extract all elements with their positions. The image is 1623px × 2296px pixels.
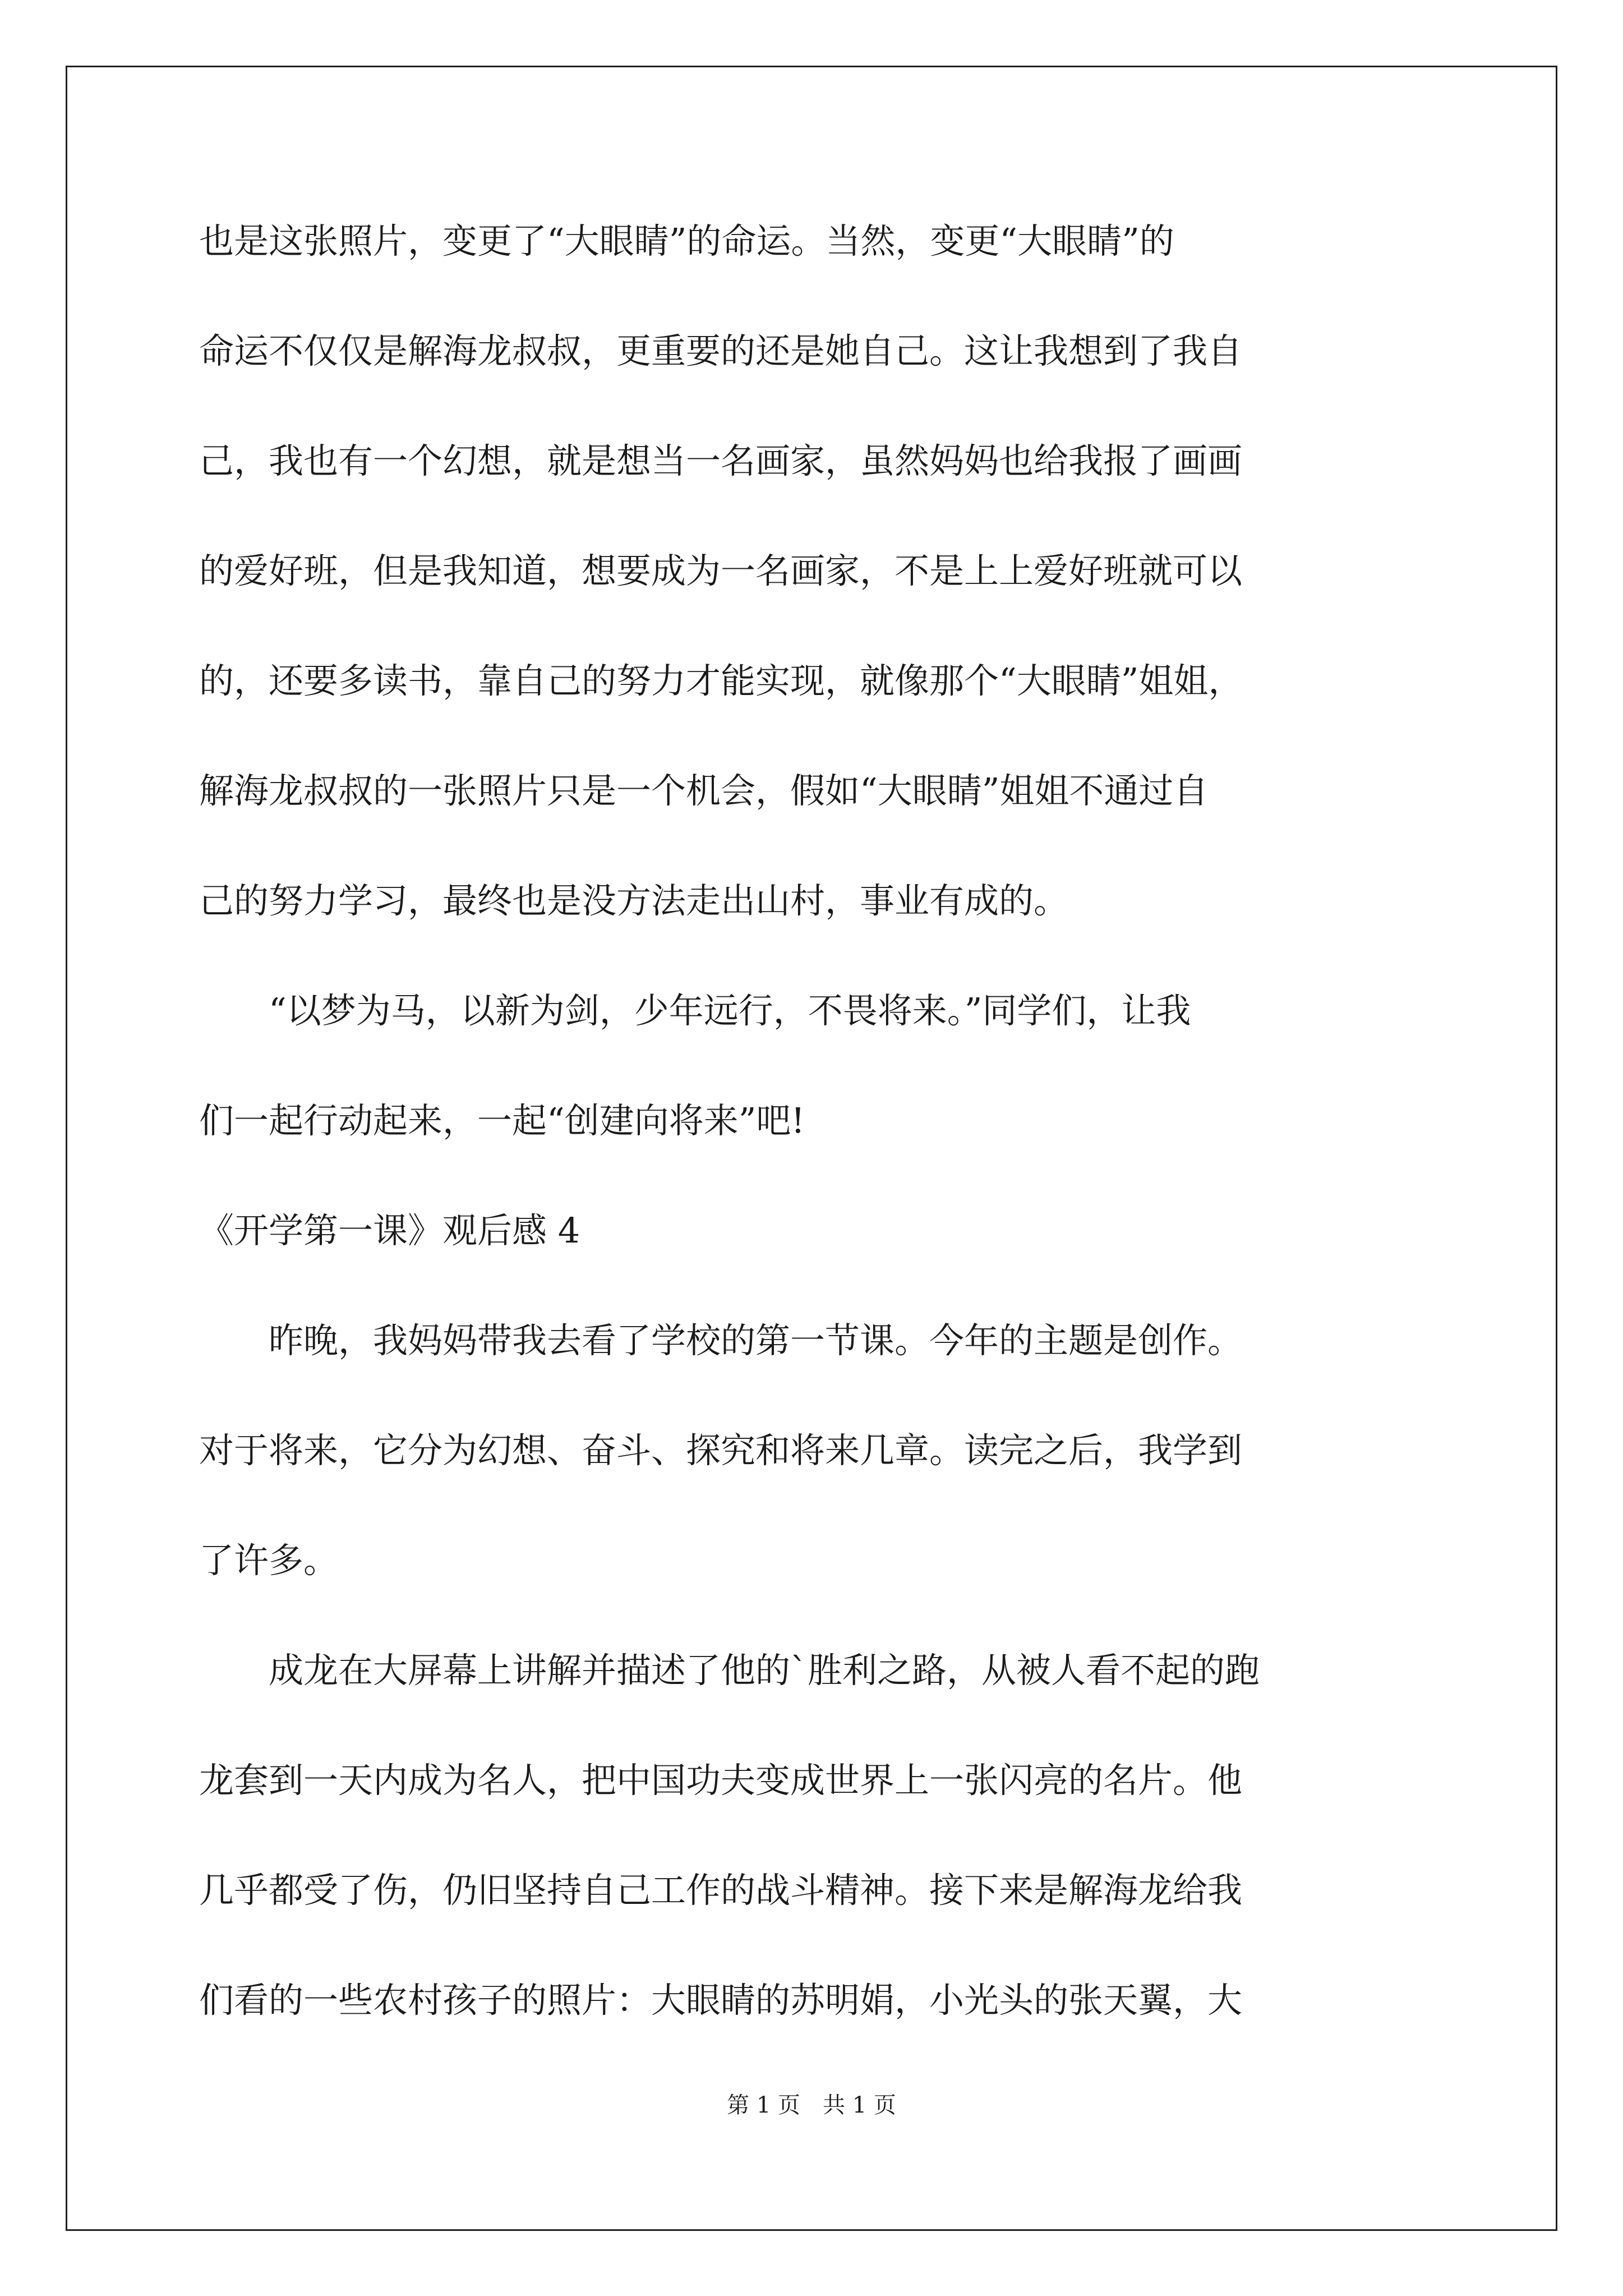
paragraph-2: [199, 983, 1433, 1203]
text-line: 对于将来，它分为幻想、奋斗、探究和将来几章。读完之后，我学到: [199, 1430, 1243, 1471]
text-line: 的爱好班，但是我知道，想要成为一名画家，不是上上爱好班就可以: [199, 550, 1243, 591]
page-footer: 第 1 页 共 1 页: [727, 2092, 896, 2118]
text-line: 也是这张照片，变更了“大眼睛”的命运。当然，变更“大眼睛”的: [199, 220, 1174, 261]
text-line: 龙套到一天内成为名人，把中国功夫变成世界上一张闪亮的名片。他: [199, 1760, 1243, 1801]
text-line: 几乎都受了伤，仍旧坚持自己工作的战斗精神。接下来是解海龙给我: [199, 1870, 1243, 1911]
text-line: 们一起行动起来，一起“创建向将来”吧!: [199, 1100, 805, 1141]
text-line: 成龙在大屏幕上讲解并描述了他的`胜利之路，从被人看不起的跑: [269, 1650, 1260, 1691]
text-line: 的，还要多读书，靠自己的努力才能实现，就像那个“大眼睛”姐姐，: [199, 660, 1243, 701]
text-line: 昨晚，我妈妈带我去看了学校的第一节课。今年的主题是创作。: [269, 1320, 1243, 1361]
text-line: 解海龙叔叔的一张照片只是一个机会，假如“大眼睛”姐姐不通过自: [199, 770, 1209, 811]
text-line: 们看的一些农村孩子的照片：大眼睛的苏明娟，小光头的张天翼，大: [199, 1980, 1243, 2021]
paragraph-3: [199, 1313, 1433, 1642]
paragraph-4: [199, 1642, 1433, 2082]
text-line: 己，我也有一个幻想，就是想当一名画家，虽然妈妈也给我报了画画: [199, 440, 1243, 481]
paragraph-1: [199, 213, 1433, 983]
text-line: 了许多。: [199, 1540, 339, 1581]
text-line: 己的努力学习，最终也是没方法走出山村，事业有成的。: [199, 880, 1069, 921]
text-line: 命运不仅仅是解海龙叔叔，更重要的还是她自己。这让我想到了我自: [199, 330, 1243, 371]
document-body: [199, 213, 1433, 2082]
text-line: “以梦为马，以新为剑，少年远行，不畏将来。”同学们，让我: [269, 990, 1191, 1031]
section-heading: 《开学第一课》观后感 4: [199, 1210, 580, 1251]
